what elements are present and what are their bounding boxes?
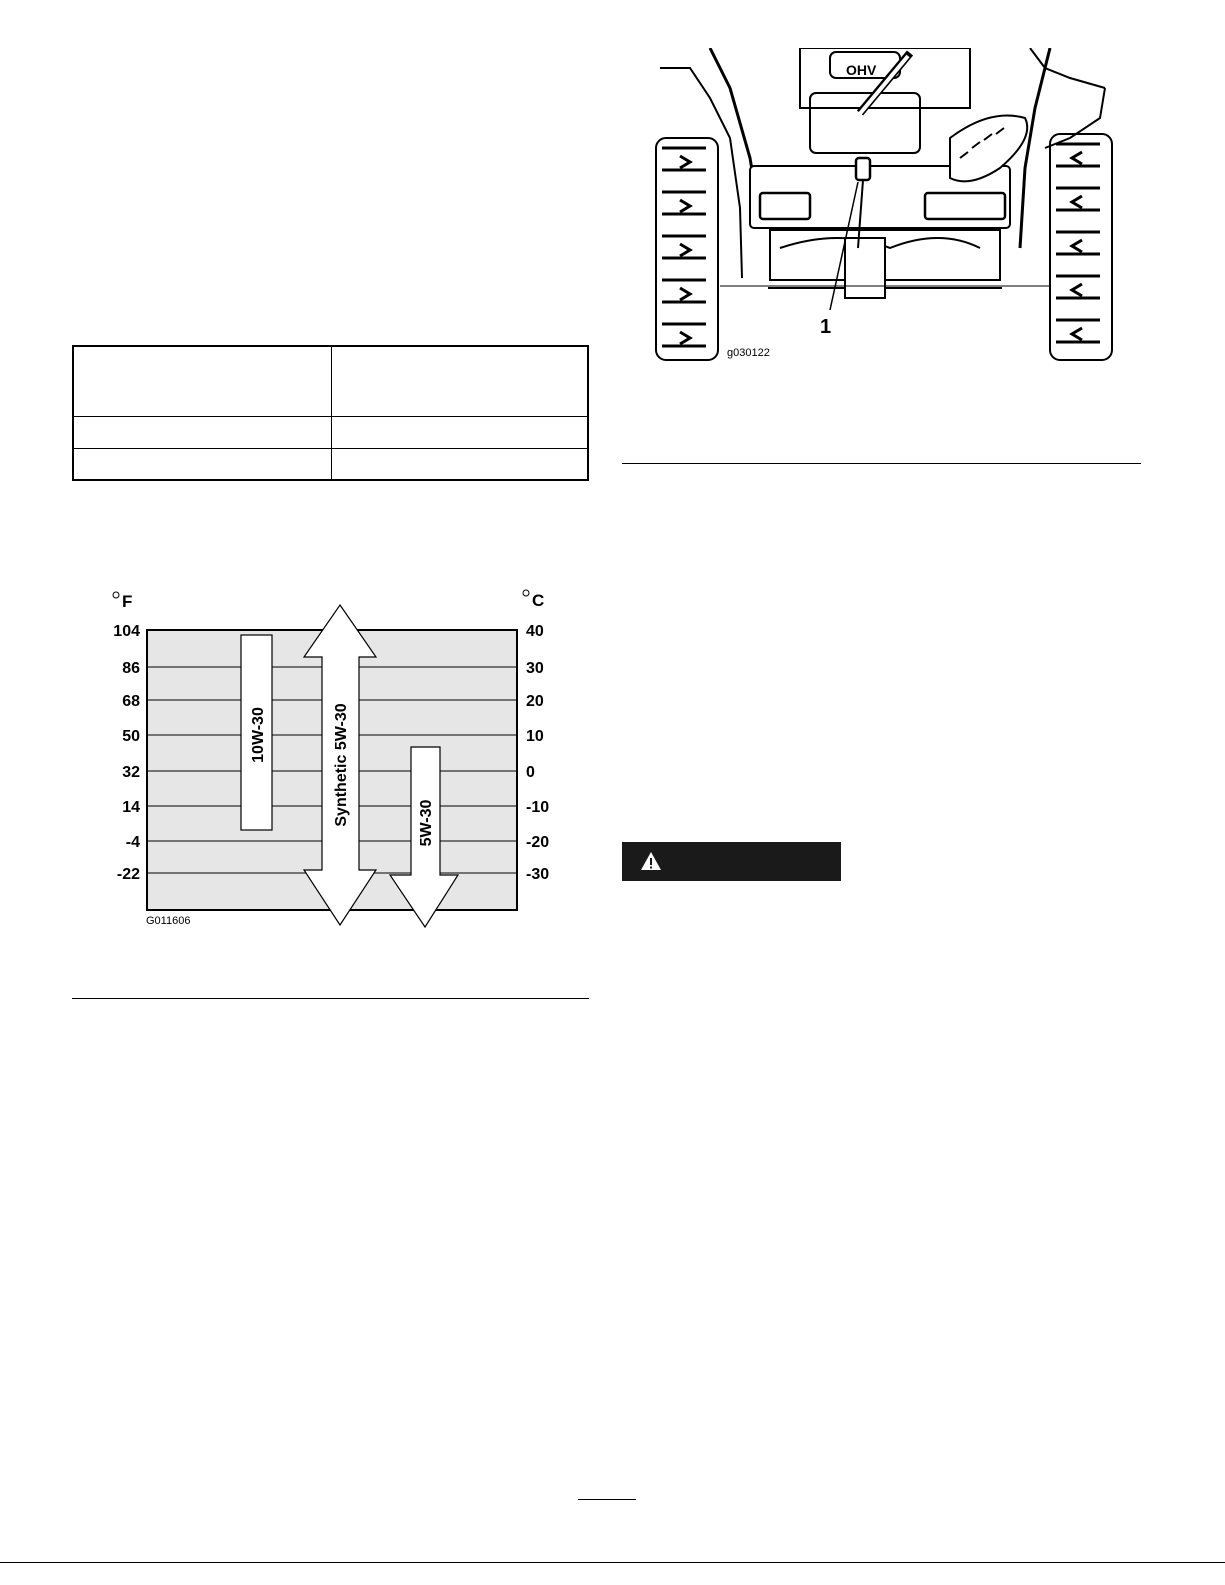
oil-viscosity-chart <box>100 585 580 935</box>
c-tick-label: 0 <box>526 764 535 781</box>
c-tick-label: -10 <box>526 799 550 816</box>
warning-header <box>622 842 841 881</box>
callout-number: 1 <box>820 316 832 338</box>
table-row <box>74 416 587 417</box>
f-tick-label: -4 <box>125 834 140 851</box>
table-column-divider <box>331 347 332 479</box>
c-tick-labels <box>526 623 549 883</box>
section-divider <box>72 998 589 999</box>
engine-engraving: OHV <box>846 62 877 78</box>
f-tick-label: 68 <box>122 693 140 710</box>
unit-f-label: F <box>122 592 133 611</box>
f-tick-label: 86 <box>122 660 140 677</box>
unit-c-label: C <box>532 591 545 610</box>
page-bottom-rule <box>0 1562 1225 1563</box>
oil-grade-label-synthetic-5w30: Synthetic 5W-30 <box>333 703 350 827</box>
f-tick-label: 32 <box>122 764 140 781</box>
f-tick-label: 104 <box>113 623 140 640</box>
engine-figure-id: g030122 <box>727 347 770 359</box>
f-tick-label: 50 <box>122 728 140 745</box>
f-tick-labels <box>113 623 140 883</box>
c-tick-label: 20 <box>526 693 544 710</box>
section-divider <box>622 463 1141 464</box>
c-tick-label: -20 <box>526 834 550 851</box>
c-tick-label: -30 <box>526 866 550 883</box>
degree-mark-c <box>523 590 529 596</box>
c-tick-label: 30 <box>526 660 544 677</box>
c-tick-label: 10 <box>526 728 544 745</box>
f-tick-label: -22 <box>116 866 140 883</box>
oil-grade-label-10w30: 10W-30 <box>250 707 267 763</box>
spec-table <box>72 345 589 481</box>
engine-dipstick-illustration <box>650 48 1120 368</box>
table-row <box>74 448 587 449</box>
c-tick-label: 40 <box>526 623 544 640</box>
chart-figure-id: G011606 <box>146 915 191 927</box>
page-number-rule <box>578 1499 636 1500</box>
degree-mark-f <box>113 592 119 598</box>
f-tick-label: 14 <box>122 799 140 816</box>
warning-triangle-icon <box>640 851 662 871</box>
oil-grade-label-5w30: 5W-30 <box>418 799 435 847</box>
